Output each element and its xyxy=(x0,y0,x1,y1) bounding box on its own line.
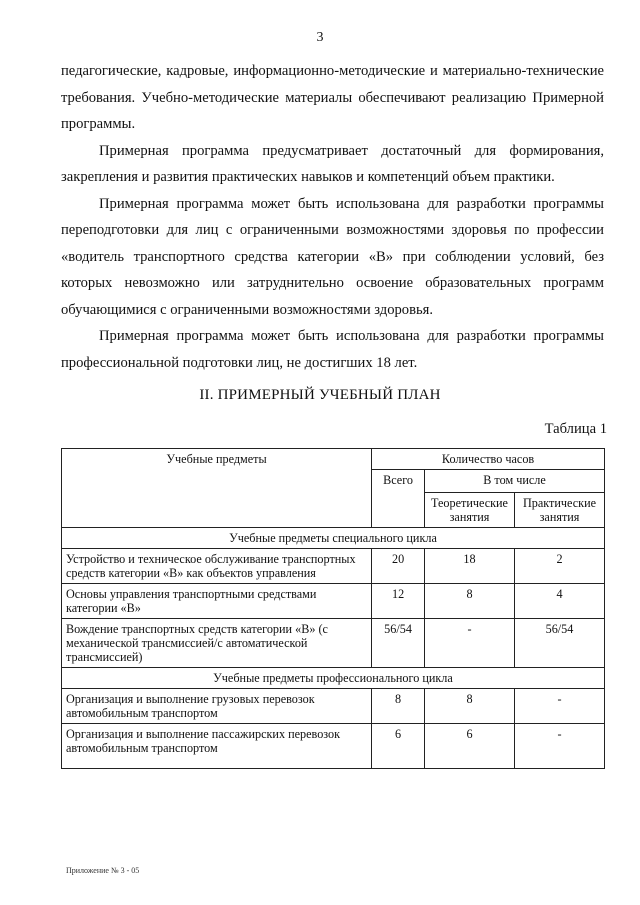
section-title: II. ПРИМЕРНЫЙ УЧЕБНЫЙ ПЛАН xyxy=(199,387,441,403)
cell-theory: 8 xyxy=(425,584,515,619)
header-theory: Теоретические занятия xyxy=(425,493,515,528)
cell-total: 6 xyxy=(372,724,425,769)
table-row xyxy=(62,584,605,619)
cell-subject: Организация и выполнение грузовых перевозок автомобильным транспортом xyxy=(62,689,372,724)
header-including: В том числе xyxy=(425,470,605,493)
paragraph: Примерная программа может быть использована для разработки программы профессиональной подготовки лиц, не достигших 18 лет. xyxy=(61,328,604,371)
table-row xyxy=(62,619,605,668)
table-row xyxy=(62,724,605,769)
cell-total: 20 xyxy=(372,549,425,584)
table-section-row xyxy=(62,528,605,549)
footer-note: Приложение № 3 - 05 xyxy=(66,866,140,875)
paragraph: Примерная программа предусматривает достаточный для формирования, закрепления и развития практических навыков и компетенций объем практики. xyxy=(61,142,604,185)
page-number: 3 xyxy=(316,30,324,45)
table-header-row xyxy=(62,449,605,470)
cell-total: 56/54 xyxy=(372,619,425,668)
header-total: Всего xyxy=(372,470,425,528)
cell-practice: - xyxy=(515,689,605,724)
table-row xyxy=(62,689,605,724)
cell-practice: 2 xyxy=(515,549,605,584)
body-text xyxy=(61,58,604,376)
header-hours: Количество часов xyxy=(372,449,605,470)
cell-subject: Устройство и техническое обслуживание транспортных средств категории «В» как объектов управления xyxy=(62,549,372,584)
cell-theory: 18 xyxy=(425,549,515,584)
cell-total: 12 xyxy=(372,584,425,619)
curriculum-table xyxy=(61,448,605,769)
header-practice: Практические занятия xyxy=(515,493,605,528)
table-label: Таблица 1 xyxy=(544,421,607,437)
cell-theory: 8 xyxy=(425,689,515,724)
header-subjects: Учебные предметы xyxy=(62,449,372,528)
cell-subject: Вождение транспортных средств категории «В» (с механической трансмиссией/с автоматической трансмиссией) xyxy=(62,619,372,668)
section-special: Учебные предметы специального цикла xyxy=(62,528,605,549)
cell-practice: 56/54 xyxy=(515,619,605,668)
table-row xyxy=(62,549,605,584)
cell-total: 8 xyxy=(372,689,425,724)
cell-practice: - xyxy=(515,724,605,769)
cell-subject: Организация и выполнение пассажирских перевозок автомобильным транспортом xyxy=(62,724,372,769)
paragraph: педагогические, кадровые, информационно-методические и материально-технические требования. Учебно-методические материалы обеспечивают реализацию Примерной программы. xyxy=(61,63,604,132)
cell-subject: Основы управления транспортными средствами категории «В» xyxy=(62,584,372,619)
cell-theory: 6 xyxy=(425,724,515,769)
paragraph: Примерная программа может быть использована для разработки программы переподготовки для лиц с ограниченными возможностями здоровья по профессии «водитель транспортного средства категории «В» при соблюдении условий, без которых невозможно или затруднительно освоение образовательных программ обучающимися с ограниченными возможностями здоровья. xyxy=(61,195,604,318)
cell-theory: - xyxy=(425,619,515,668)
section-professional: Учебные предметы профессионального цикла xyxy=(62,668,605,689)
table-section-row xyxy=(62,668,605,689)
cell-practice: 4 xyxy=(515,584,605,619)
